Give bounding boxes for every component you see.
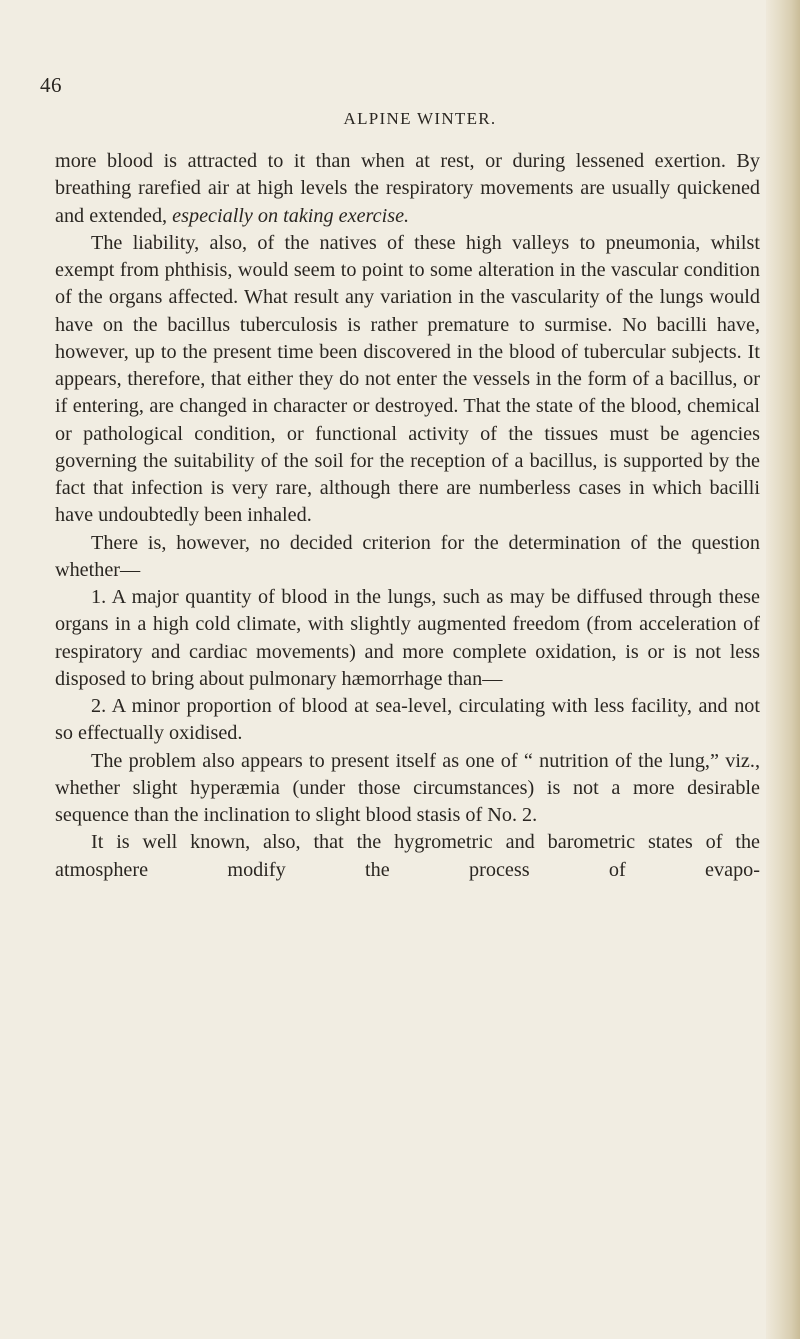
paragraph-3: There is, however, no decided criterion for the determination of the question whether—: [55, 531, 760, 581]
paragraph-7: It is well known, also, that the hygrometric and barometric states of the atmosphere modify the process of evapo-: [55, 831, 760, 881]
body-text: [55, 148, 760, 884]
paragraph-2: The liability, also, of the natives of these high valleys to pneumonia, whilst exempt from phthisis, would seem to point to some alteration in the vascular condition of the organs affected. What result any variation in the vascularity of the lungs would have on the bacillus tuberculosis is rather premature to surmise. No bacilli have, however, up to the present time been discovered in the blood of tubercular subjects. It appears, therefore, that either they do not enter the vessels in the form of a bacillus, or if entering, are changed in character or destroyed. That the state of the blood, chemical or pathological condition, or functional activity of the tissues must be agencies governing the suitability of the soil for the reception of a bacillus, is supported by the fact that infection is very rare, although there are numberless cases in which bacilli have undoubtedly been inhaled.: [55, 231, 760, 527]
paragraph-6: The problem also appears to present itself as one of “ nutrition of the lung,” viz., whether slight hyperæmia (under those circumstances) is not a more desirable sequence than the inclination to slight blood stasis of No. 2.: [55, 749, 760, 826]
page-number: 46: [40, 73, 62, 97]
emphasis-text: especially on taking exercise.: [172, 204, 410, 227]
running-head: ALPINE WINTER.: [343, 109, 497, 128]
page-edge-shadow: [766, 0, 800, 1339]
paragraph-1: more blood is attracted to it than when at rest, or during lessened exertion. By breathing rarefied air at high levels the respiratory movements are usually quickened and extended, especially on taking exercise.: [55, 150, 760, 227]
paragraph-5: 2. A minor proportion of blood at sea-level, circulating with less facility, and not so effectually oxidised.: [55, 695, 760, 745]
paragraph-4: 1. A major quantity of blood in the lungs, such as may be diffused through these organs in a high cold climate, with slightly augmented freedom (from acceleration of respiratory and cardiac movements) and more complete oxidation, is or is not less disposed to bring about pulmonary hæmorrhage than—: [55, 586, 760, 690]
